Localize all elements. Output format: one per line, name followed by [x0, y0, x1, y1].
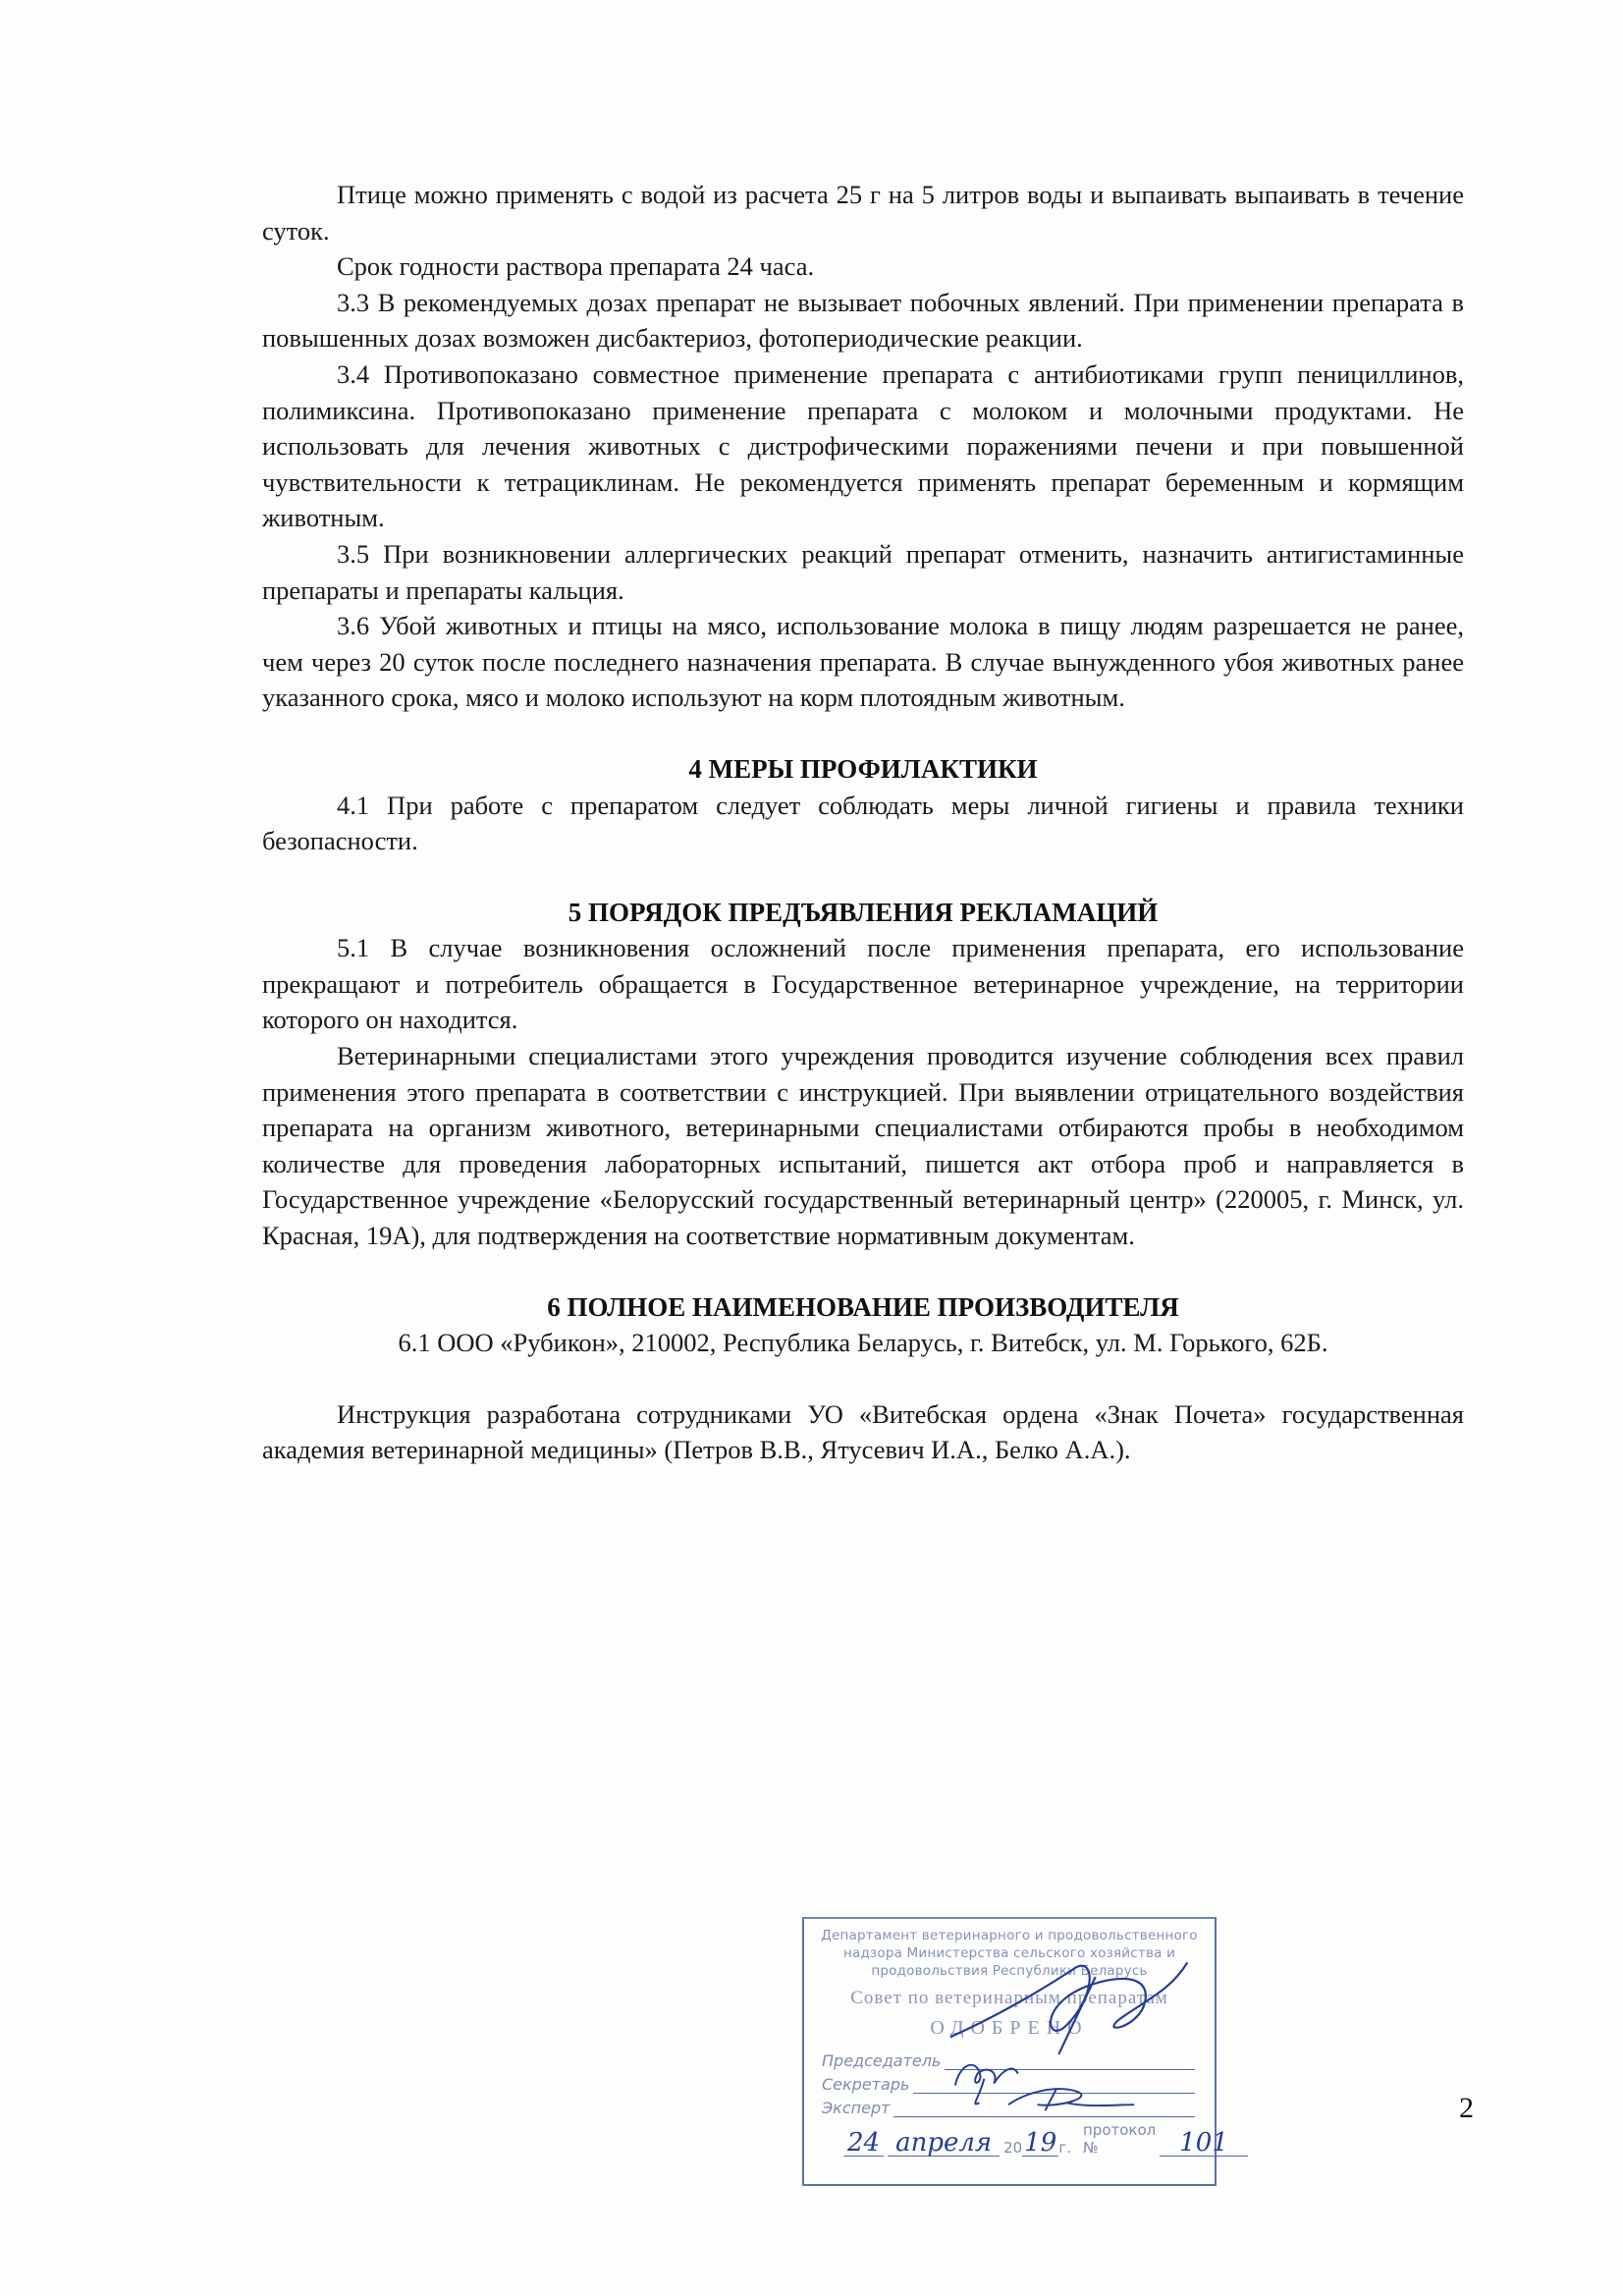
approval-stamp	[802, 1917, 1228, 2186]
paragraph-poultry-dosage: Птице можно применять с водой из расчета 25 г на 5 литров воды и выпаивать выпаивать в течение суток.	[262, 180, 1464, 246]
paragraph-5-veterinary: Ветеринарными специалистами этого учреждения проводится изучение соблюдения всех правил применения этого препарата в соответствии с инструкцией. При выявлении отрицательного воздействия препарата на организм животного, ветеринарными специалистами отбираются пробы в необходимом количестве для проведения лабораторных испытаний, пишется акт отбора проб и направляется в Государственное учреждение «Белорусский государственный ветеринарный центр» (220005, г. Минск, ул. Красная, 19А), для подтверждения на соответствие нормативным документам.	[262, 1041, 1464, 1251]
secretary-label: Секретарь	[822, 2075, 910, 2094]
paragraph-3-5: 3.5 При возникновении аллергических реакций препарат отменить, назначить антигистаминные препараты и препараты кальция.	[262, 538, 1464, 605]
paragraph-4-1: 4.1 При работе с препаратом следует соблюдать меры личной гигиены и правила техники безопасности.	[262, 790, 1464, 856]
stamp-row-expert	[822, 2098, 1195, 2117]
page-number: 2	[1459, 2092, 1474, 2124]
paragraph-3-4: 3.4 Противопоказано совместное применение препарата с антибиотиками групп пенициллинов, полимиксина. Противопоказано применение препарата с молоком и молочными продуктами. Не использовать для лечения животных с дистрофическими поражениями печени и при повышенной чувствительности к тетрациклинам. Не рекомендуется применять препарат беременным и кормящим животным.	[262, 358, 1464, 533]
paragraph-3-6: 3.6 Убой животных и птицы на мясо, использование молока в пищу людям разрешается не ранее, чем через 20 суток после последнего назначения препарата. В случае вынужденного убоя животных ранее указанного срока, мясо и молоко используют на корм плотоядным животным.	[262, 611, 1464, 713]
date-day: 24	[843, 2130, 884, 2157]
stamp-org-line: надзора Министерства сельского хозяйства и	[842, 1945, 1176, 1961]
stamp-row-chair	[822, 2050, 1195, 2070]
paragraph-3-3: 3.3 В рекомендуемых дозах препарат не вызывает побочных явлений. При применении препарата в повышенных дозах возможен дисбактериоз, фотопериодические реакции.	[262, 287, 1464, 354]
protocol-number: 101	[1160, 2130, 1248, 2157]
stamp-date-row	[843, 2121, 1228, 2158]
year-prefix: 20	[1003, 2139, 1023, 2157]
signature-line	[913, 2079, 1195, 2094]
expert-label: Эксперт	[822, 2099, 891, 2117]
paragraph-6-1: 6.1 ООО «Рубикон», 210002, Республика Беларусь, г. Витебск, ул. М. Горького, 62Б.	[398, 1328, 1328, 1358]
section-6-heading: 6 ПОЛНОЕ НАИМЕНОВАНИЕ ПРОИЗВОДИТЕЛЯ	[547, 1291, 1179, 1322]
stamp-council: Совет по ветеринарным препаратам	[850, 1988, 1168, 2008]
year-suffix: 19	[1024, 2128, 1057, 2158]
credits-paragraph: Инструкция разработана сотрудниками УО «Витебская ордена «Знак Почета» государственная академия ветеринарной медицины» (Петров В.В., Ятусевич И.А., Белко А.А.).	[262, 1398, 1464, 1465]
stamp-org-line: Департамент ветеринарного и продовольственного	[821, 1928, 1198, 1943]
stamp-organization	[804, 1927, 1215, 1980]
stamp-approved: ОДОБРЕНО	[930, 2017, 1089, 2039]
protocol-label: протокол №	[1082, 2121, 1157, 2157]
signature-line	[945, 2055, 1195, 2070]
year-unit: г.	[1058, 2139, 1071, 2157]
stamp-row-secretary	[822, 2074, 1195, 2094]
stamp-org-line: продовольствия Республики Беларусь	[871, 1963, 1148, 1979]
section-4-heading: 4 МЕРЫ ПРОФИЛАКТИКИ	[688, 753, 1038, 784]
document-body	[262, 177, 1464, 1468]
date-month: апреля	[888, 2130, 1000, 2157]
section-5-heading: 5 ПОРЯДОК ПРЕДЪЯВЛЕНИЯ РЕКЛАМАЦИЙ	[568, 897, 1159, 927]
signature-line	[893, 2103, 1195, 2117]
paragraph-shelf-life: Срок годности раствора препарата 24 часа.	[337, 251, 815, 282]
chair-label: Председатель	[822, 2051, 942, 2070]
paragraph-5-1: 5.1 В случае возникновения осложнений после применения препарата, его использование прекращают и потребитель обращается в Государственное ветеринарное учреждение, на территории которого он находится.	[262, 933, 1464, 1035]
